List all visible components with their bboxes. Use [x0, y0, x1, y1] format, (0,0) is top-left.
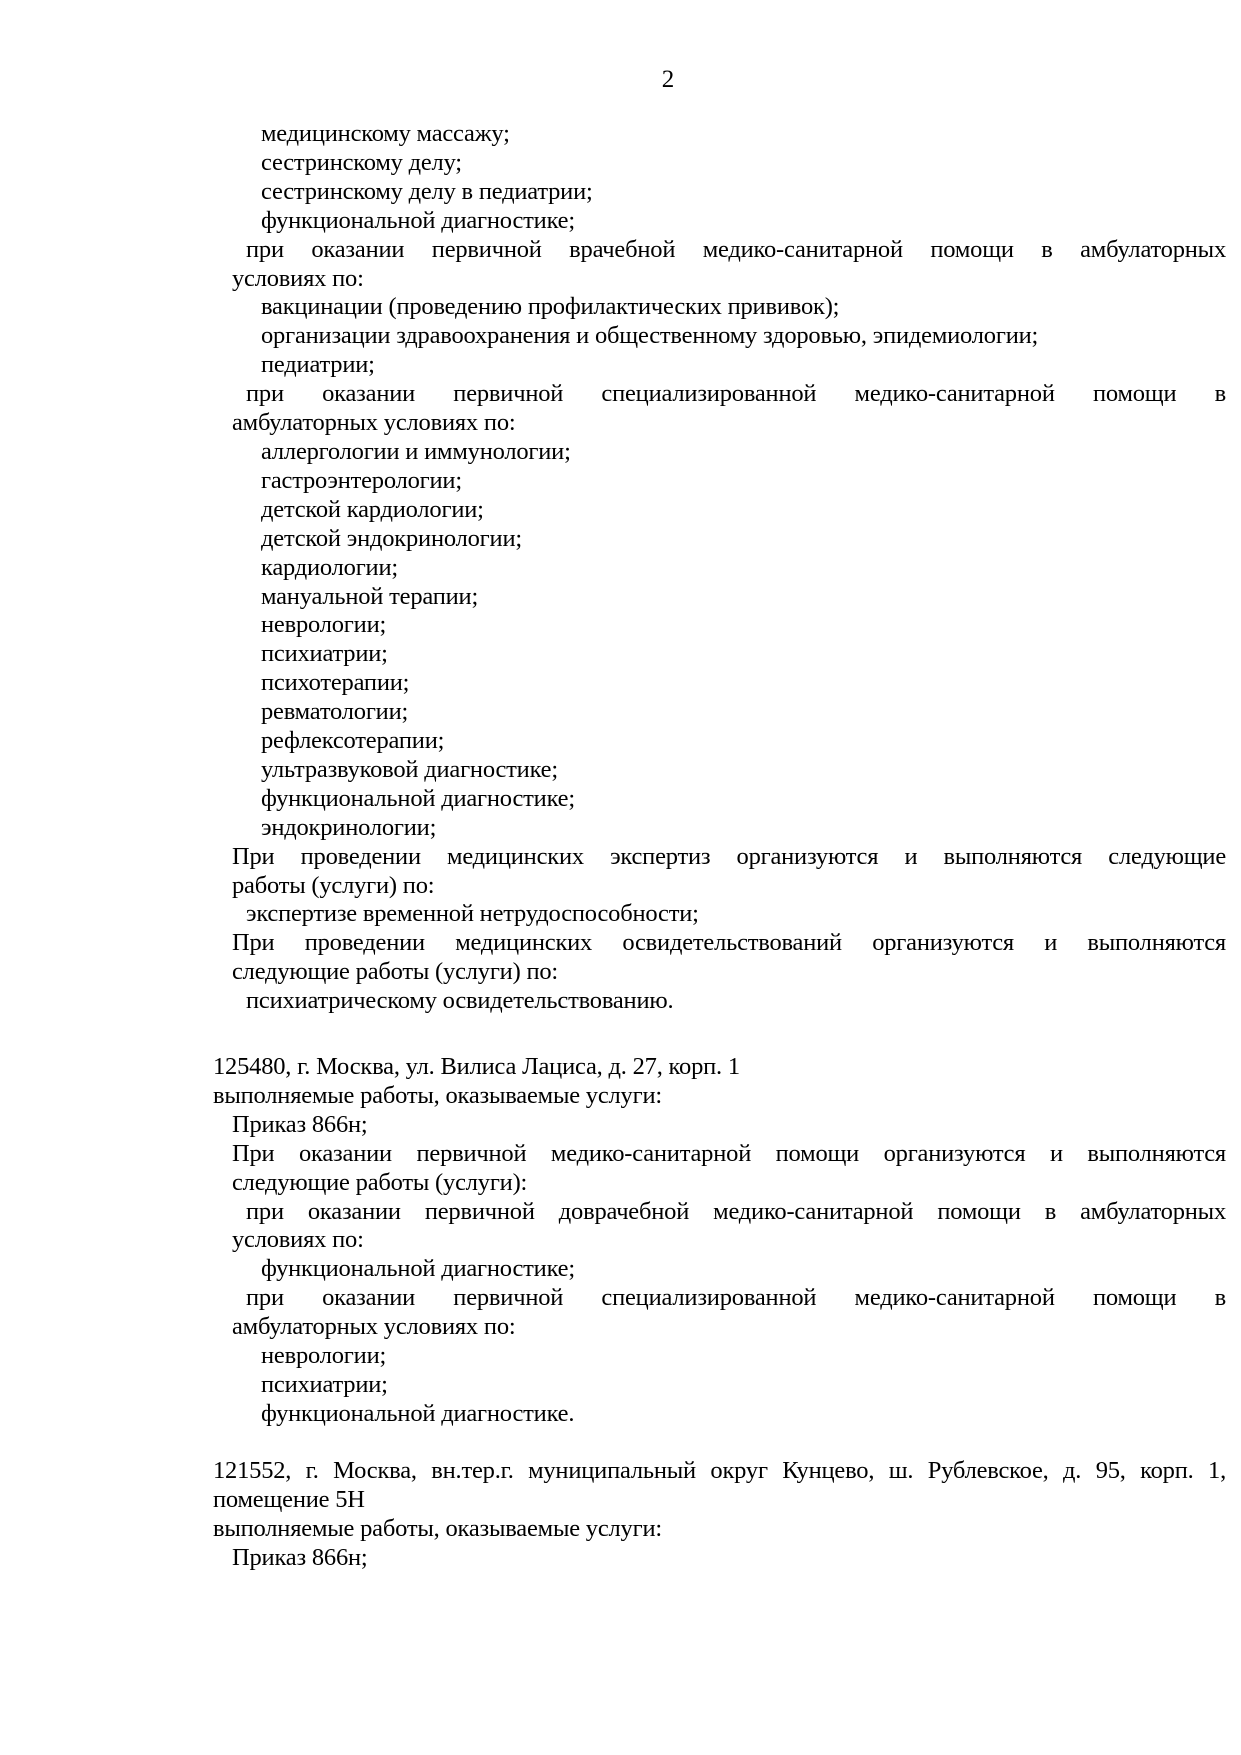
text-line: эндокринологии; — [261, 813, 437, 841]
text-line: сестринскому делу в педиатрии; — [261, 177, 593, 205]
text-line: организации здравоохранения и общественному здоровью, эпидемиологии; — [261, 322, 1039, 350]
text-line: при оказании первичной доврачебной медико-санитарной помощи в амбулаторных — [246, 1197, 1226, 1225]
text-line: 125480, г. Москва, ул. Вилиса Лациса, д. 27, корп. 1 — [213, 1053, 740, 1080]
text-line: амбулаторных условиях по: — [232, 409, 516, 437]
text-line: экспертизе временной нетрудоспособности; — [246, 900, 699, 928]
text-line: психиатрии; — [261, 640, 388, 668]
text-line: При проведении медицинских освидетельствований организуются и выполняются — [232, 929, 1226, 957]
text-line: кардиологии; — [261, 553, 398, 581]
text-line: детской эндокринологии; — [261, 524, 522, 552]
text-line: При оказании первичной медико-санитарной помощи организуются и выполняются — [232, 1139, 1226, 1167]
works-services-continuation-block — [213, 120, 1226, 1016]
text-line: функциональной диагностике. — [261, 1399, 575, 1427]
text-line: при оказании первичной специализированной медико-санитарной помощи в — [246, 380, 1226, 408]
text-line: помещение 5Н — [213, 1485, 365, 1513]
text-line: амбулаторных условиях по: — [232, 1313, 516, 1341]
text-line: психиатрическому освидетельствованию. — [246, 987, 674, 1015]
text-line: выполняемые работы, оказываемые услуги: — [213, 1081, 662, 1109]
text-line: функциональной диагностике; — [261, 206, 575, 234]
text-line: мануальной терапии; — [261, 582, 479, 610]
text-line: психиатрии; — [261, 1370, 388, 1398]
text-line: неврологии; — [261, 1342, 387, 1370]
text-line: медицинскому массажу; — [261, 120, 510, 147]
text-line: вакцинации (проведению профилактических прививок); — [261, 293, 840, 321]
text-line: работы (услуги) по: — [232, 871, 435, 899]
text-line: педиатрии; — [261, 351, 375, 379]
address-block-125480 — [213, 1053, 1226, 1429]
page-number: 2 — [661, 66, 675, 93]
text-line: при оказании первичной врачебной медико-санитарной помощи в амбулаторных — [246, 235, 1226, 263]
text-line: при оказании первичной специализированной медико-санитарной помощи в — [246, 1284, 1226, 1312]
text-line: Приказ 866н; — [232, 1110, 368, 1138]
text-line: функциональной диагностике; — [261, 784, 575, 812]
text-line: При проведении медицинских экспертиз организуются и выполняются следующие — [232, 842, 1226, 870]
text-line: функциональной диагностике; — [261, 1255, 575, 1283]
text-line: сестринскому делу; — [261, 148, 462, 176]
text-line: выполняемые работы, оказываемые услуги: — [213, 1514, 662, 1542]
text-line: условиях по: — [232, 264, 364, 292]
text-line: аллергологии и иммунологии; — [261, 437, 571, 465]
address-block-121552 — [213, 1457, 1226, 1573]
text-line: рефлексотерапии; — [261, 727, 445, 755]
text-line: ультразвуковой диагностике; — [261, 755, 558, 783]
text-line: следующие работы (услуги): — [232, 1168, 528, 1196]
text-line: гастроэнтерологии; — [261, 466, 462, 494]
text-line: ревматологии; — [261, 698, 409, 726]
text-line: психотерапии; — [261, 669, 410, 697]
text-line: условиях по: — [232, 1226, 364, 1254]
text-line: детской кардиологии; — [261, 495, 484, 523]
text-line: 121552, г. Москва, вн.тер.г. муниципальный округ Кунцево, ш. Рублевское, д. 95, корп. 1, — [213, 1457, 1226, 1484]
text-line: следующие работы (услуги) по: — [232, 958, 559, 986]
text-line: Приказ 866н; — [232, 1543, 368, 1571]
text-line: неврологии; — [261, 611, 387, 639]
